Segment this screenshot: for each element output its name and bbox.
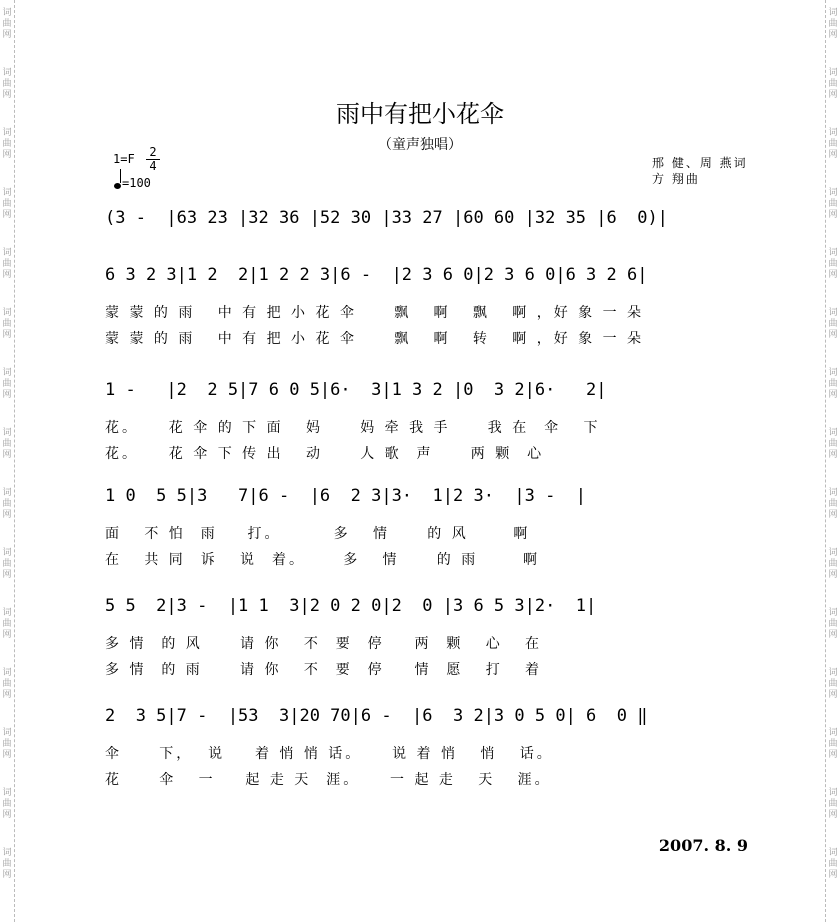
watermark-text: 词曲网: [828, 488, 838, 520]
watermark-text: 词曲网: [2, 368, 12, 400]
watermark-text: 词曲网: [2, 248, 12, 280]
watermark-text: 词曲网: [2, 188, 12, 220]
lyric-line: 花。 花 伞 下 传 出 动 人 歌 声 两 颗 心: [105, 446, 545, 462]
notation-line: 1 - |2 2 5|7 6 0 5|6· 3|1 3 2 |0 3 2|6· 2|: [105, 380, 607, 400]
watermark-text: 词曲网: [828, 788, 838, 820]
lyric-line: 在 共 同 诉 说 着。 多 情 的 雨 啊: [105, 552, 540, 568]
lyricist-credit: 邢 健、周 燕词: [652, 156, 748, 170]
song-title: 雨中有把小花伞: [336, 100, 504, 128]
lyric-line: 花。 花 伞 的 下 面 妈 妈 牵 我 手 我 在 伞 下: [105, 420, 601, 436]
notation-line: 2 3 5|7 - |53 3|20 70|6 - |6 3 2|3 0 5 0| 6 0 ‖: [105, 706, 648, 726]
watermark-text: 词曲网: [828, 548, 838, 580]
watermark-text: 词曲网: [2, 728, 12, 760]
watermark-text: 词曲网: [2, 608, 12, 640]
lyric-line: 花 伞 一 起 走 天 涯。 一 起 走 天 涯。: [105, 772, 552, 788]
watermark-text: 词曲网: [2, 128, 12, 160]
watermark-text: 词曲网: [2, 788, 12, 820]
key-signature: 1=F: [113, 152, 135, 166]
watermark-text: 词曲网: [828, 188, 838, 220]
date-stamp: 2007. 8. 9: [658, 836, 748, 855]
watermark-text: 词曲网: [828, 428, 838, 460]
meter-top: 2: [149, 145, 157, 159]
watermark-text: 词曲网: [2, 668, 12, 700]
watermark-text: 词曲网: [2, 68, 12, 100]
watermark-text: 词曲网: [828, 668, 838, 700]
watermark-text: 词曲网: [828, 308, 838, 340]
watermark-text: 词曲网: [828, 8, 838, 40]
note-stem: [120, 169, 121, 183]
notation-line: (3 - |63 23 |32 36 |52 30 |33 27 |60 60 |32 35 |6 0)|: [105, 208, 668, 228]
watermark-text: 词曲网: [828, 248, 838, 280]
watermark-text: 词曲网: [2, 488, 12, 520]
watermark-text: 词曲网: [828, 368, 838, 400]
watermark-text: 词曲网: [2, 548, 12, 580]
notation-line: 6 3 2 3|1 2 2|1 2 2 3|6 - |2 3 6 0|2 3 6 0|6 3 2 6|: [105, 265, 648, 285]
watermark-text: 词曲网: [2, 428, 12, 460]
watermark-text: 词曲网: [2, 848, 12, 880]
lyric-line: 多 情 的 雨 请 你 不 要 停 情 愿 打 着: [105, 662, 543, 678]
tempo-marking: [114, 173, 151, 190]
watermark-text: 词曲网: [828, 848, 838, 880]
lyric-line: 伞 下， 说 着 悄 悄 话。 说 着 悄 悄 话。: [105, 746, 554, 762]
watermark-text: 词曲网: [828, 68, 838, 100]
watermark-text: 词曲网: [828, 608, 838, 640]
notation-line: 1 0 5 5|3 7|6 - |6 2 3|3· 1|2 3· |3 - |: [105, 486, 587, 506]
time-signature: [146, 146, 160, 173]
notation-line: 5 5 2|3 - |1 1 3|2 0 2 0|2 0 |3 6 5 3|2· 1|: [105, 596, 597, 616]
meter-bottom: 4: [146, 159, 160, 173]
composer-credit: 方 翔曲: [652, 172, 700, 186]
watermark-text: 词曲网: [2, 8, 12, 40]
watermark-text: 词曲网: [828, 728, 838, 760]
watermark-text: 词曲网: [2, 308, 12, 340]
tempo-value: =100: [122, 176, 151, 190]
song-subtitle: （童声独唱）: [378, 137, 462, 153]
lyric-line: 面 不 怕 雨 打。 多 情 的 风 啊: [105, 526, 531, 542]
watermark-text: 词曲网: [828, 128, 838, 160]
quarter-note-icon: [114, 183, 121, 189]
lyric-line: 蒙 蒙 的 雨 中 有 把 小 花 伞 飘 啊 飘 啊 ，好 象 一 朵: [105, 305, 645, 321]
lyric-line: 蒙 蒙 的 雨 中 有 把 小 花 伞 飘 啊 转 啊 ，好 象 一 朵: [105, 331, 645, 347]
lyric-line: 多 情 的 风 请 你 不 要 停 两 颗 心 在: [105, 636, 543, 652]
